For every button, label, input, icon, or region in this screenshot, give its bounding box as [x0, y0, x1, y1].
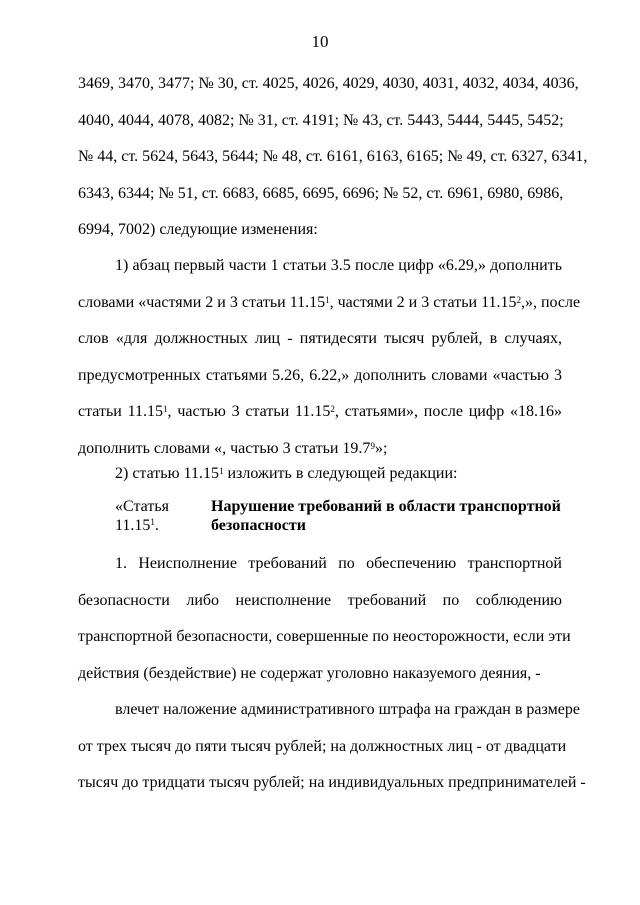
text-line: действия (бездействие) не содержат уголовно наказуемого деяния, - [78, 664, 541, 682]
text-line: № 44, ст. 5624, 5643, 5644; № 48, ст. 6161, 6163, 6165; № 49, ст. 6327, 6341, [78, 148, 588, 165]
text-line: 2) статью 11.15$^1$ изложить в следующей редакции: [115, 465, 458, 482]
amendment-item-2 [78, 456, 562, 493]
article-heading [115, 497, 565, 535]
text-line: дополнить словами «, частью 3 статьи 19.7$^9$»; [78, 439, 388, 457]
text-line: 1) абзац первый части 1 статьи 3.5 после цифр «6.29,» дополнить [115, 257, 562, 274]
text-line: безопасности либо неисполнение требований по соблюдению [78, 591, 562, 609]
text-line: слов «для должностных лиц - пятидесяти тысяч рублей, в случаях, [78, 330, 562, 347]
text-line: тысяч до тридцати тысяч рублей; на индивидуальных предпринимателей - [78, 774, 586, 791]
text-line: 1. Неисполнение требований по обеспечению транспортной [115, 555, 562, 572]
text-line: 3469, 3470, 3477; № 30, ст. 4025, 4026, 4029, 4030, 4031, 4032, 4034, 4036, [78, 75, 579, 92]
text-line: влечет наложение административного штрафа на граждан в размере [115, 701, 580, 718]
text-line: 6343, 6344; № 51, ст. 6683, 6685, 6695, 6696; № 52, ст. 6961, 6980, 6986, [78, 184, 564, 202]
article-part-1 [78, 546, 571, 692]
text-line: 4040, 4044, 4078, 4082; № 31, ст. 4191; № 43, ст. 5443, 5444, 5445, 5452; [78, 111, 564, 129]
article-title: Нарушение требований в области транспортной безопасности [211, 498, 561, 534]
page-number: 10 [311, 32, 329, 51]
text-line: от трех тысяч до пяти тысяч рублей; на должностных лиц - от двадцати [78, 737, 567, 755]
text-line: предусмотренных статьями 5.26, 6.22,» дополнить словами «частью 3 [78, 366, 562, 384]
references-paragraph [78, 66, 588, 249]
text-line: статьи 11.15$^1$, частью 3 статьи 11.15$^2$, статьями», после цифр «18.16» [78, 403, 563, 420]
article-label: «Статья 11.15$^1$. [115, 498, 169, 534]
text-line: словами «частями 2 и 3 статьи 11.15$^1$, частями 2 и 3 статьи 11.15$^2$,», после [78, 293, 581, 311]
penalty-paragraph [78, 692, 586, 802]
text-line: 6994, 7002) следующие изменения: [78, 221, 318, 238]
text-line: транспортной безопасности, совершенные по неосторожности, если эти [78, 628, 571, 645]
amendment-item-1 [78, 248, 581, 467]
